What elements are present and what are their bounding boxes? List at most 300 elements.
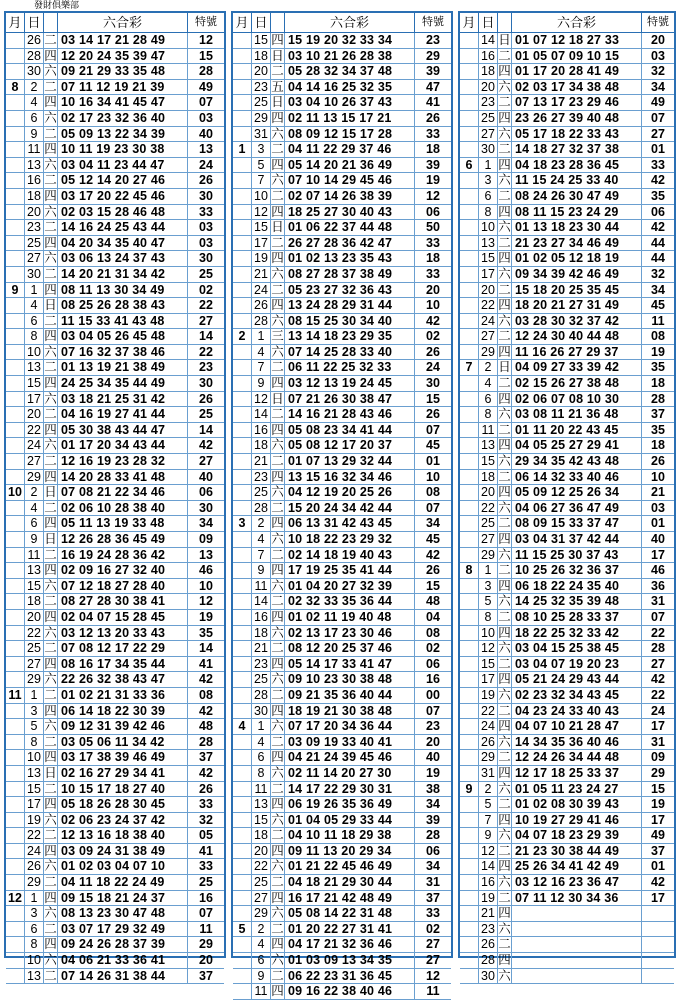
weekday-cell: 四 [271,797,284,812]
day-cell: 1 [252,329,271,344]
month-cell [460,205,479,220]
table-row [6,969,224,985]
month-cell: 4 [233,719,252,734]
month-cell [6,142,25,157]
table-row [6,937,224,953]
weekday-cell: 四 [44,235,57,250]
weekday-cell: 六 [498,734,511,749]
weekday-cell: 六 [498,266,511,281]
month-cell [460,438,479,453]
table-row [6,766,224,782]
month-cell [6,797,25,812]
day-cell: 25 [25,641,44,656]
weekday-cell: 二 [271,921,284,936]
special-number-cell: 40 [199,469,213,484]
day-cell: 15 [479,454,498,469]
table-row [233,95,451,111]
day-cell: 31 [479,766,498,781]
special-number-cell: 13 [199,547,213,562]
results-panel-middle [231,11,453,999]
month-cell [460,283,479,298]
day-cell: 6 [252,953,271,968]
day-cell: 25 [252,672,271,687]
month-cell [6,594,25,609]
special-number-cell: 41 [199,843,213,858]
numbers-cell: 08 27 28 30 38 41 [58,594,188,609]
special-number-cell: 16 [199,890,213,905]
numbers-cell: 03 04 31 37 42 44 [512,532,642,547]
month-cell [233,360,252,375]
day-cell: 11 [25,548,44,563]
numbers-cell: 01 02 21 31 33 36 [58,688,188,703]
table-row [6,891,224,907]
table-row [6,626,224,642]
month-cell [460,80,479,95]
numbers-cell: 14 17 22 29 30 31 [285,782,415,797]
table-row [460,251,674,267]
month-cell [233,127,252,142]
month-cell [460,111,479,126]
special-number-cell: 37 [199,750,213,765]
day-cell: 14 [479,33,498,48]
table-row [460,283,674,299]
numbers-cell: 29 34 35 42 43 48 [512,454,642,469]
month-cell: 8 [6,80,25,95]
table-row [6,142,224,158]
weekday-cell: 四 [498,953,511,968]
month-cell [460,626,479,641]
special-number-cell: 37 [651,843,665,858]
table-row [6,236,224,252]
special-number-cell: 07 [199,906,213,921]
numbers-cell: 01 02 13 23 35 43 [285,251,415,266]
numbers-cell: 05 08 23 34 41 44 [285,423,415,438]
day-cell: 24 [252,283,271,298]
numbers-cell: 01 21 22 45 46 49 [285,859,415,874]
special-number-cell: 29 [651,765,665,780]
table-row [6,189,224,205]
month-cell [233,953,252,968]
weekday-cell: 日 [271,220,284,235]
special-number-cell: 35 [199,625,213,640]
month-cell [233,563,252,578]
day-cell: 21 [252,267,271,282]
numbers-cell: 07 08 21 22 34 46 [58,485,188,500]
numbers-cell: 05 28 32 34 37 48 [285,64,415,79]
month-cell [6,548,25,563]
day-cell: 3 [252,142,271,157]
weekday-cell: 六 [498,828,511,843]
special-number-cell: 22 [651,687,665,702]
table-row [460,891,674,907]
table-row [233,548,451,564]
day-cell: 18 [479,64,498,79]
weekday-cell: 四 [44,329,57,344]
numbers-cell: 02 04 07 15 28 45 [58,610,188,625]
day-cell: 14 [479,859,498,874]
weekday-cell: 四 [498,672,511,687]
special-number-cell: 42 [426,547,440,562]
numbers-cell: 10 15 17 18 27 40 [58,782,188,797]
table-row [6,704,224,720]
month-cell [233,672,252,687]
month-cell [233,657,252,672]
day-cell: 10 [25,953,44,968]
day-cell: 13 [25,158,44,173]
special-number-cell: 40 [426,750,440,765]
day-cell: 29 [252,906,271,921]
special-number-cell: 03 [199,220,213,235]
numbers-cell: 08 11 15 23 24 29 [512,205,642,220]
day-cell: 22 [25,423,44,438]
special-number-cell: 07 [426,703,440,718]
day-cell: 27 [479,127,498,142]
month-cell [6,423,25,438]
special-number-cell [642,906,674,921]
table-row [460,173,674,189]
special-number-cell: 11 [651,313,665,328]
special-number-cell: 23 [426,33,440,47]
month-cell [460,969,479,984]
numbers-cell: 09 10 23 30 38 48 [285,672,415,687]
weekday-cell: 四 [498,157,511,172]
weekday-cell: 六 [271,625,284,640]
day-cell: 26 [252,298,271,313]
table-row [6,532,224,548]
day-cell: 7 [252,548,271,563]
special-number-cell: 34 [651,79,665,94]
weekday-cell: 四 [271,376,284,391]
weekday-cell: 二 [498,563,511,578]
table-row [233,205,451,221]
day-cell: 23 [252,657,271,672]
table-row [233,906,451,922]
month-cell [233,454,252,469]
numbers-cell: 06 18 22 24 35 40 [512,579,642,594]
weekday-cell: 二 [271,641,284,656]
month-cell [6,782,25,797]
header-weekday [44,13,58,32]
month-cell [233,548,252,563]
month-cell [6,127,25,142]
special-number-cell: 06 [426,843,440,858]
table-row [460,376,674,392]
table-row [6,438,224,454]
special-number-cell: 39 [426,64,440,79]
table-row [460,314,674,330]
special-number-cell: 37 [426,890,440,905]
month-cell [233,501,252,516]
table-row [6,205,224,221]
special-number-cell: 42 [199,703,213,718]
day-cell: 13 [479,438,498,453]
day-cell: 26 [25,33,44,48]
club-title: 發財俱樂部 [34,0,80,10]
table-row [6,251,224,267]
day-cell: 29 [25,470,44,485]
weekday-cell: 二 [271,594,284,609]
table-row [233,64,451,80]
month-cell [6,267,25,282]
day-cell: 4 [25,501,44,516]
special-number-cell: 16 [426,672,440,687]
day-cell: 25 [479,516,498,531]
numbers-cell [512,906,642,921]
numbers-cell: 04 07 18 23 29 39 [512,828,642,843]
weekday-cell: 二 [44,734,57,749]
numbers-cell: 04 23 24 33 40 43 [512,704,642,719]
day-cell: 5 [25,719,44,734]
special-number-cell: 18 [426,142,440,157]
day-cell: 9 [25,127,44,142]
day-cell: 27 [25,251,44,266]
day-cell: 8 [25,329,44,344]
weekday-cell: 四 [271,469,284,484]
month-cell [6,360,25,375]
month-cell [460,828,479,843]
day-cell: 6 [25,111,44,126]
numbers-cell: 02 06 23 24 37 42 [58,813,188,828]
weekday-cell: 二 [498,95,511,110]
month-cell [6,189,25,204]
day-cell: 19 [479,688,498,703]
day-cell: 25 [252,95,271,110]
day-cell: 29 [479,750,498,765]
numbers-cell: 02 06 10 28 38 40 [58,501,188,516]
day-cell: 23 [25,220,44,235]
numbers-cell: 07 14 25 28 33 40 [285,345,415,360]
day-cell: 3 [479,579,498,594]
numbers-cell: 05 09 12 25 26 34 [512,485,642,500]
special-number-cell: 26 [651,454,665,469]
day-cell: 2 [25,80,44,95]
month-cell [460,127,479,142]
table-row [6,33,224,49]
day-cell: 13 [25,766,44,781]
header-lotto: 六合彩 [512,13,642,32]
day-cell: 15 [25,579,44,594]
numbers-cell: 01 07 12 18 27 33 [512,33,642,48]
special-number-cell: 33 [199,859,213,874]
month-cell [233,750,252,765]
weekday-cell: 日 [498,360,511,375]
table-row [460,735,674,751]
day-cell: 8 [479,610,498,625]
table-row [233,360,451,376]
numbers-cell: 02 11 14 20 27 30 [285,766,415,781]
table-row [460,969,674,985]
special-number-cell: 40 [199,126,213,141]
month-cell [233,205,252,220]
day-cell: 7 [479,813,498,828]
weekday-cell: 二 [498,843,511,858]
weekday-cell: 四 [498,812,511,827]
weekday-cell: 二 [498,609,511,624]
weekday-cell: 四 [271,204,284,219]
day-cell: 4 [252,735,271,750]
weekday-cell: 四 [44,516,57,531]
special-number-cell: 48 [199,719,213,734]
numbers-cell: 05 09 13 22 34 39 [58,127,188,142]
special-number-cell: 12 [199,594,213,609]
weekday-cell: 四 [498,485,511,500]
table-row [460,49,674,65]
special-number-cell: 42 [199,438,213,453]
numbers-cell: 06 19 26 35 36 49 [285,797,415,812]
table-row [6,329,224,345]
day-cell: 3 [25,704,44,719]
numbers-cell: 02 09 16 27 32 40 [58,563,188,578]
day-cell: 22 [25,828,44,843]
table-row [6,283,224,299]
special-number-cell: 07 [651,110,665,125]
table-row [6,423,224,439]
table-row [460,844,674,860]
weekday-cell: 四 [44,890,57,905]
header-weekday [498,13,512,32]
day-cell: 29 [479,345,498,360]
day-cell: 24 [479,314,498,329]
weekday-cell: 二 [498,142,511,157]
month-cell [6,173,25,188]
numbers-cell: 04 16 19 27 41 44 [58,407,188,422]
table-row [460,906,674,922]
table-row [233,470,451,486]
weekday-cell: 六 [44,204,57,219]
month-cell [233,111,252,126]
month-cell [460,719,479,734]
month-cell [6,875,25,890]
numbers-cell: 11 16 26 27 29 37 [512,345,642,360]
table-row [460,189,674,205]
table-row [233,329,451,345]
special-number-cell: 28 [426,828,440,843]
month-cell [460,532,479,547]
table-row [233,766,451,782]
month-cell [233,704,252,719]
table-row [233,594,451,610]
table-row [233,672,451,688]
day-cell: 16 [252,423,271,438]
special-number-cell: 07 [426,500,440,515]
special-number-cell: 08 [199,687,213,702]
day-cell: 13 [479,236,498,251]
day-cell: 5 [479,594,498,609]
numbers-cell: 14 25 32 35 39 48 [512,594,642,609]
special-number-cell: 33 [426,235,440,250]
numbers-cell: 07 11 12 30 34 36 [512,891,642,906]
weekday-cell: 六 [498,641,511,656]
numbers-cell: 07 12 18 27 28 40 [58,579,188,594]
weekday-cell: 二 [498,376,511,391]
table-row [460,937,674,953]
numbers-cell: 06 11 22 25 32 33 [285,360,415,375]
day-cell: 13 [25,563,44,578]
weekday-cell: 六 [498,921,511,936]
day-cell: 18 [252,626,271,641]
special-number-cell: 40 [651,532,665,546]
special-number-cell: 20 [651,33,665,47]
day-cell: 2 [25,485,44,500]
special-number-cell: 34 [426,859,440,874]
special-number-cell [642,969,674,984]
month-cell [233,626,252,641]
month-cell [460,875,479,890]
numbers-cell: 04 06 21 33 36 41 [58,953,188,968]
numbers-cell: 07 14 26 31 38 44 [58,969,188,984]
table-row [460,454,674,470]
day-cell: 1 [25,891,44,906]
weekday-cell: 二 [271,142,284,157]
weekday-cell: 二 [271,454,284,469]
weekday-cell: 六 [44,812,57,827]
special-number-cell: 45 [426,532,440,546]
weekday-cell: 二 [44,921,57,936]
month-cell [233,828,252,843]
month-cell [233,173,252,188]
special-number-cell: 28 [651,391,665,406]
table-row [233,376,451,392]
numbers-cell [512,969,642,984]
weekday-cell: 四 [44,376,57,391]
special-number-cell: 02 [426,921,440,936]
day-cell: 29 [479,548,498,563]
day-cell: 9 [479,828,498,843]
month-cell [6,704,25,719]
special-number-cell: 32 [651,266,665,281]
weekday-cell: 四 [498,532,511,546]
day-cell: 10 [479,626,498,641]
weekday-cell: 三 [271,329,284,344]
weekday-cell: 六 [498,126,511,141]
special-number-cell: 45 [651,298,665,313]
day-cell: 27 [479,329,498,344]
numbers-cell: 03 09 24 31 38 49 [58,844,188,859]
weekday-cell: 二 [498,656,511,671]
special-number-cell: 39 [426,812,440,827]
table-row [460,953,674,969]
weekday-cell: 二 [498,890,511,905]
month-cell [6,454,25,469]
numbers-cell: 09 11 13 20 29 34 [285,844,415,859]
special-number-cell: 07 [651,609,665,624]
weekday-cell: 二 [271,360,284,375]
special-number-cell: 24 [651,703,665,718]
weekday-cell: 四 [44,95,57,110]
table-row [6,158,224,174]
numbers-cell: 14 20 21 31 34 42 [58,267,188,282]
month-cell [233,485,252,500]
month-cell [6,937,25,952]
special-number-cell: 30 [426,376,440,391]
numbers-cell: 01 02 08 30 39 43 [512,797,642,812]
numbers-cell: 13 15 16 32 34 46 [285,470,415,485]
weekday-cell: 二 [498,282,511,297]
special-number-cell: 42 [426,313,440,328]
day-cell: 28 [252,501,271,516]
results-panel-left [4,11,226,983]
weekday-cell: 六 [271,485,284,500]
numbers-cell: 14 20 28 33 41 48 [58,470,188,485]
day-cell: 8 [25,735,44,750]
special-number-cell: 19 [426,765,440,780]
special-number-cell: 13 [199,142,213,157]
table-row [6,485,224,501]
table-row [460,922,674,938]
table-row [6,516,224,532]
numbers-cell: 04 06 27 36 47 49 [512,501,642,516]
numbers-cell: 23 26 27 39 40 48 [512,111,642,126]
